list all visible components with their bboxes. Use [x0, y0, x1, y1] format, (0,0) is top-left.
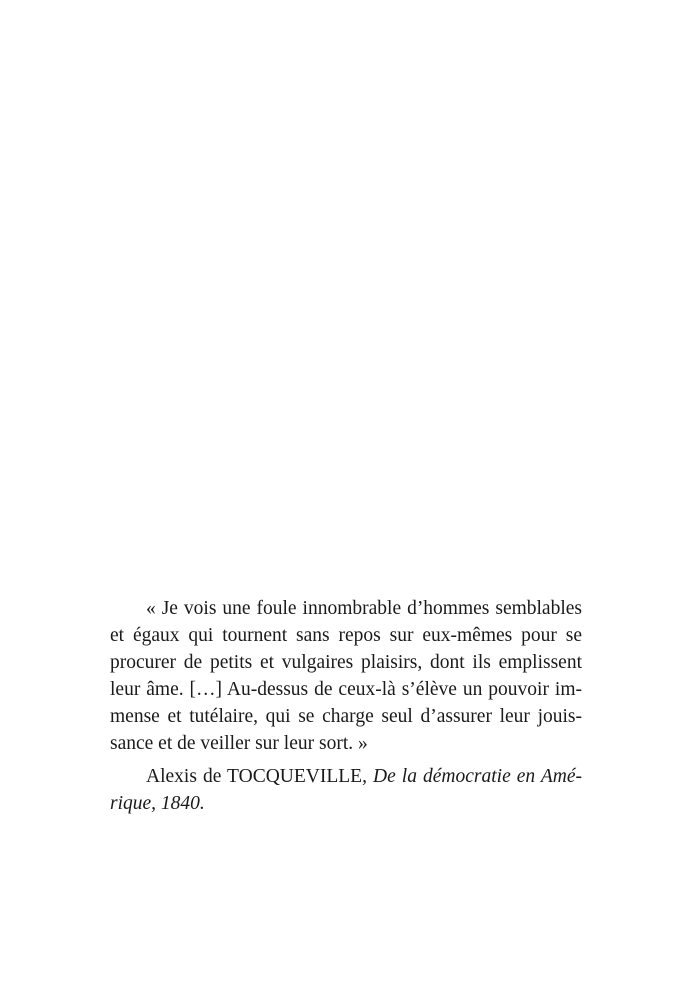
attribution-line-1	[110, 763, 582, 790]
author-name: Alexis de TOCQUEVILLE	[146, 766, 363, 787]
quote-line: leur âme. […] Au-dessus de ceux-là s’élève un pouvoir im-	[110, 679, 582, 700]
epigraph	[110, 595, 582, 817]
quote-line: « Je vois une foule innombrable d’hommes semblables	[146, 598, 582, 619]
work-title-part-2: rique, 1840.	[110, 793, 205, 814]
quote-block	[110, 595, 582, 757]
quote-line: mense et tutélaire, qui se charge seul d’assurer leur jouis-	[110, 706, 582, 727]
quote-line: procurer de petits et vulgaires plaisirs, dont ils emplissent	[110, 652, 582, 673]
quote-line: et égaux qui tournent sans repos sur eux-mêmes pour se	[110, 625, 582, 646]
quote-line: sance et de veiller sur leur sort. »	[110, 733, 368, 754]
attribution	[110, 763, 582, 817]
work-title-part-1: , De la démocratie en Amé-	[362, 766, 583, 787]
